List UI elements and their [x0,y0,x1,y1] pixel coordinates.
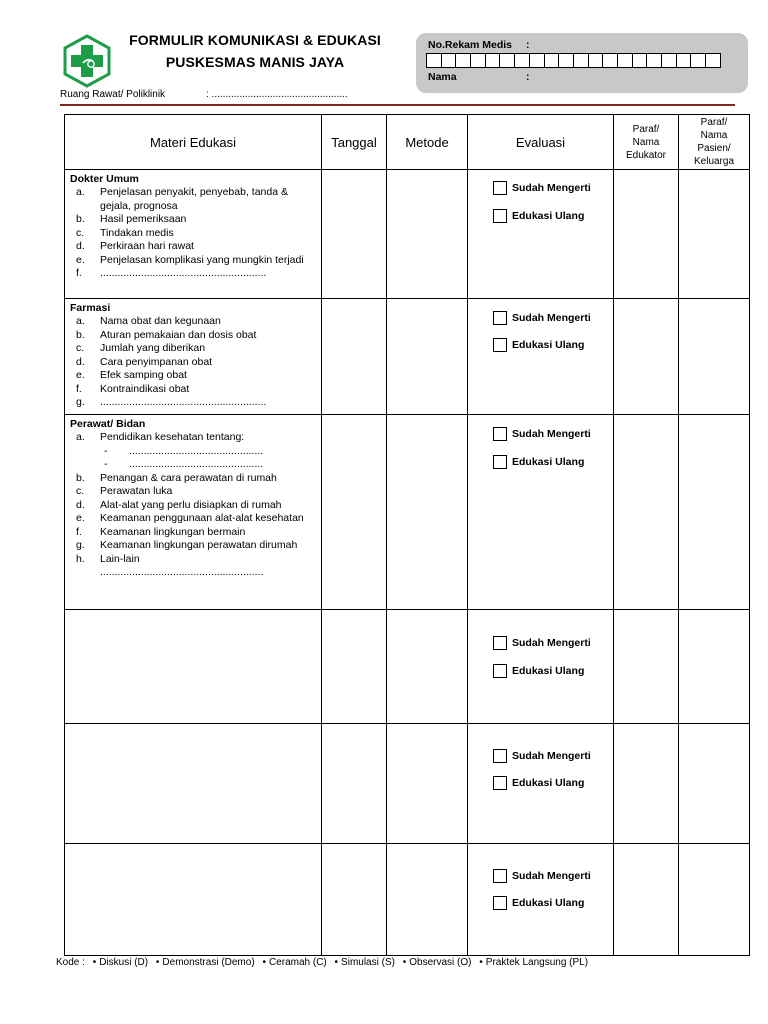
checkbox-edukasi-ulang[interactable]: Edukasi Ulang [493,338,584,352]
kode-label: Kode : [56,957,85,968]
bullet-icon: • [479,957,483,968]
lain-lain-fill[interactable]: ........................................................ [100,566,264,578]
checkbox-sudah-mengerti[interactable]: Sudah Mengerti [493,311,591,325]
nama-colon: : [526,71,530,83]
metode-cell[interactable] [387,415,468,610]
method-code-legend [56,957,588,968]
paraf-edukator-cell[interactable] [614,170,679,299]
checkbox-edukasi-ulang[interactable]: Edukasi Ulang [493,455,584,469]
list-item: b. Aturan pemakaian dan dosis obat [76,328,257,341]
code-item: Ceramah (C) [268,957,327,968]
tanggal-cell[interactable] [322,299,387,415]
list-item: a. Pendidikan kesehatan tentang: [76,431,245,443]
paraf-pasien-cell[interactable] [679,299,750,415]
code-item: Demonstrasi (Demo) [162,957,255,968]
materi-cell-farmasi [65,299,322,415]
evaluasi-cell [468,724,614,844]
list-item: b. Penangan & cara perawatan di rumah [76,471,277,484]
checkbox-sudah-mengerti[interactable]: Sudah Mengerti [493,181,591,195]
section-title-dokter: Dokter Umum [70,173,139,185]
code-item: Diskusi (D) [99,957,149,968]
list-item: c. Jumlah yang diberikan [76,342,206,354]
paraf-pasien-cell[interactable] [679,415,750,610]
list-item-fill[interactable]: g. ......................................................... [76,396,267,408]
sub-item-fill[interactable]: - .............................................. [104,458,264,470]
checkbox-edukasi-ulang[interactable]: Edukasi Ulang [493,776,584,790]
bullet-icon: • [262,957,266,968]
tanggal-cell[interactable] [322,724,387,844]
checkbox-edukasi-ulang[interactable]: Edukasi Ulang [493,664,584,678]
bullet-icon: • [334,957,339,968]
section-title-perawat: Perawat/ Bidan [70,418,146,430]
tanggal-cell[interactable] [322,610,387,724]
header-paraf-pasien: Paraf/ Nama Pasien/ Keluarga [679,115,750,170]
sub-item-fill[interactable]: - .............................................. [104,444,264,457]
rekam-medis-colon: : [526,39,530,51]
paraf-edukator-cell[interactable] [614,299,679,415]
list-item: c. Tindakan medis [76,226,174,239]
puskesmas-logo-icon [60,34,114,88]
list-item: d. Alat-alat yang perlu disiapkan di rumah [76,498,282,511]
ruang-rawat-label: Ruang Rawat/ Poliklinik [60,89,166,100]
list-item: h. Lain-lain [76,552,140,565]
checkbox-edukasi-ulang[interactable]: Edukasi Ulang [493,209,584,223]
checkbox-sudah-mengerti[interactable]: Sudah Mengerti [493,749,591,763]
paraf-pasien-cell[interactable] [679,610,750,724]
section-title-farmasi: Farmasi [70,302,111,314]
rekam-medis-input[interactable] [426,53,720,68]
table-header-row [65,115,750,170]
code-item: Praktek Langsung (PL) [485,957,589,968]
metode-cell[interactable] [387,610,468,724]
patient-info-box [416,33,748,93]
materi-cell-perawat [65,415,322,610]
bullet-icon: • [155,957,160,968]
code-item: Simulasi (S) [341,957,395,968]
paraf-pasien-cell[interactable] [679,844,750,956]
list-item: g. Keamanan lingkungan perawatan dirumah [76,539,298,551]
list-item: d. Perkiraan hari rawat [76,240,194,252]
paraf-pasien-cell[interactable] [679,170,750,299]
bullet-icon: • [402,957,407,968]
materi-cell-dokter [65,170,322,299]
header-metode: Metode [387,115,468,170]
table-row [65,610,750,724]
education-table [64,114,750,956]
checkbox-sudah-mengerti[interactable]: Sudah Mengerti [493,869,591,883]
nama-label: Nama [428,71,457,83]
list-item: e. Keamanan penggunaan alat-alat kesehatan [76,512,304,524]
bullet-icon: • [92,957,97,968]
evaluasi-cell [468,844,614,956]
table-row [65,299,750,415]
paraf-edukator-cell[interactable] [614,610,679,724]
list-item: e. Efek samping obat [76,369,187,381]
materi-cell-empty[interactable] [65,724,322,844]
rekam-medis-label: No.Rekam Medis [428,39,513,51]
materi-cell-empty[interactable] [65,610,322,724]
clinic-name: PUSKESMAS MANIS JAYA [165,54,345,70]
list-item: d. Cara penyimpanan obat [76,355,213,368]
list-item: a. Nama obat dan kegunaan [76,315,221,327]
form-title: FORMULIR KOMUNIKASI & EDUKASI [129,32,381,48]
table-row [65,170,750,299]
paraf-pasien-cell[interactable] [679,724,750,844]
list-item-fill[interactable]: f. ......................................................... [76,267,267,279]
paraf-edukator-cell[interactable] [614,844,679,956]
table-row [65,415,750,610]
code-item: Observasi (O) [409,957,472,968]
header-paraf-edukator: Paraf/ Nama Edukator [614,115,679,170]
evaluasi-cell [468,415,614,610]
checkbox-sudah-mengerti[interactable]: Sudah Mengerti [493,636,591,650]
tanggal-cell[interactable] [322,170,387,299]
list-item: b. Hasil pemeriksaan [76,213,187,225]
metode-cell[interactable] [387,844,468,956]
list-item: a. Penjelasan penyakit, penyebab, tanda & gejala, prognosa [76,186,288,212]
ruang-rawat-field[interactable]: : ................................................. [206,89,348,100]
checkbox-sudah-mengerti[interactable]: Sudah Mengerti [493,427,591,441]
evaluasi-cell [468,610,614,724]
paraf-edukator-cell[interactable] [614,415,679,610]
tanggal-cell[interactable] [322,415,387,610]
metode-cell[interactable] [387,299,468,415]
header-materi: Materi Edukasi [65,115,322,170]
evaluasi-cell [468,170,614,299]
list-item: f. Keamanan lingkungan bermain [76,525,246,538]
evaluasi-cell [468,299,614,415]
list-item: f. Kontraindikasi obat [76,382,190,395]
header-divider [60,104,735,106]
metode-cell[interactable] [387,170,468,299]
materi-cell-empty[interactable] [65,844,322,956]
list-item: e. Penjelasan komplikasi yang mungkin terjadi [76,253,304,266]
table-row [65,844,750,956]
header-evaluasi: Evaluasi [468,115,614,170]
checkbox-edukasi-ulang[interactable]: Edukasi Ulang [493,896,584,910]
table-row [65,724,750,844]
list-item: c. Perawatan luka [76,485,173,497]
paraf-edukator-cell[interactable] [614,724,679,844]
metode-cell[interactable] [387,724,468,844]
tanggal-cell[interactable] [322,844,387,956]
header-tanggal: Tanggal [322,115,387,170]
